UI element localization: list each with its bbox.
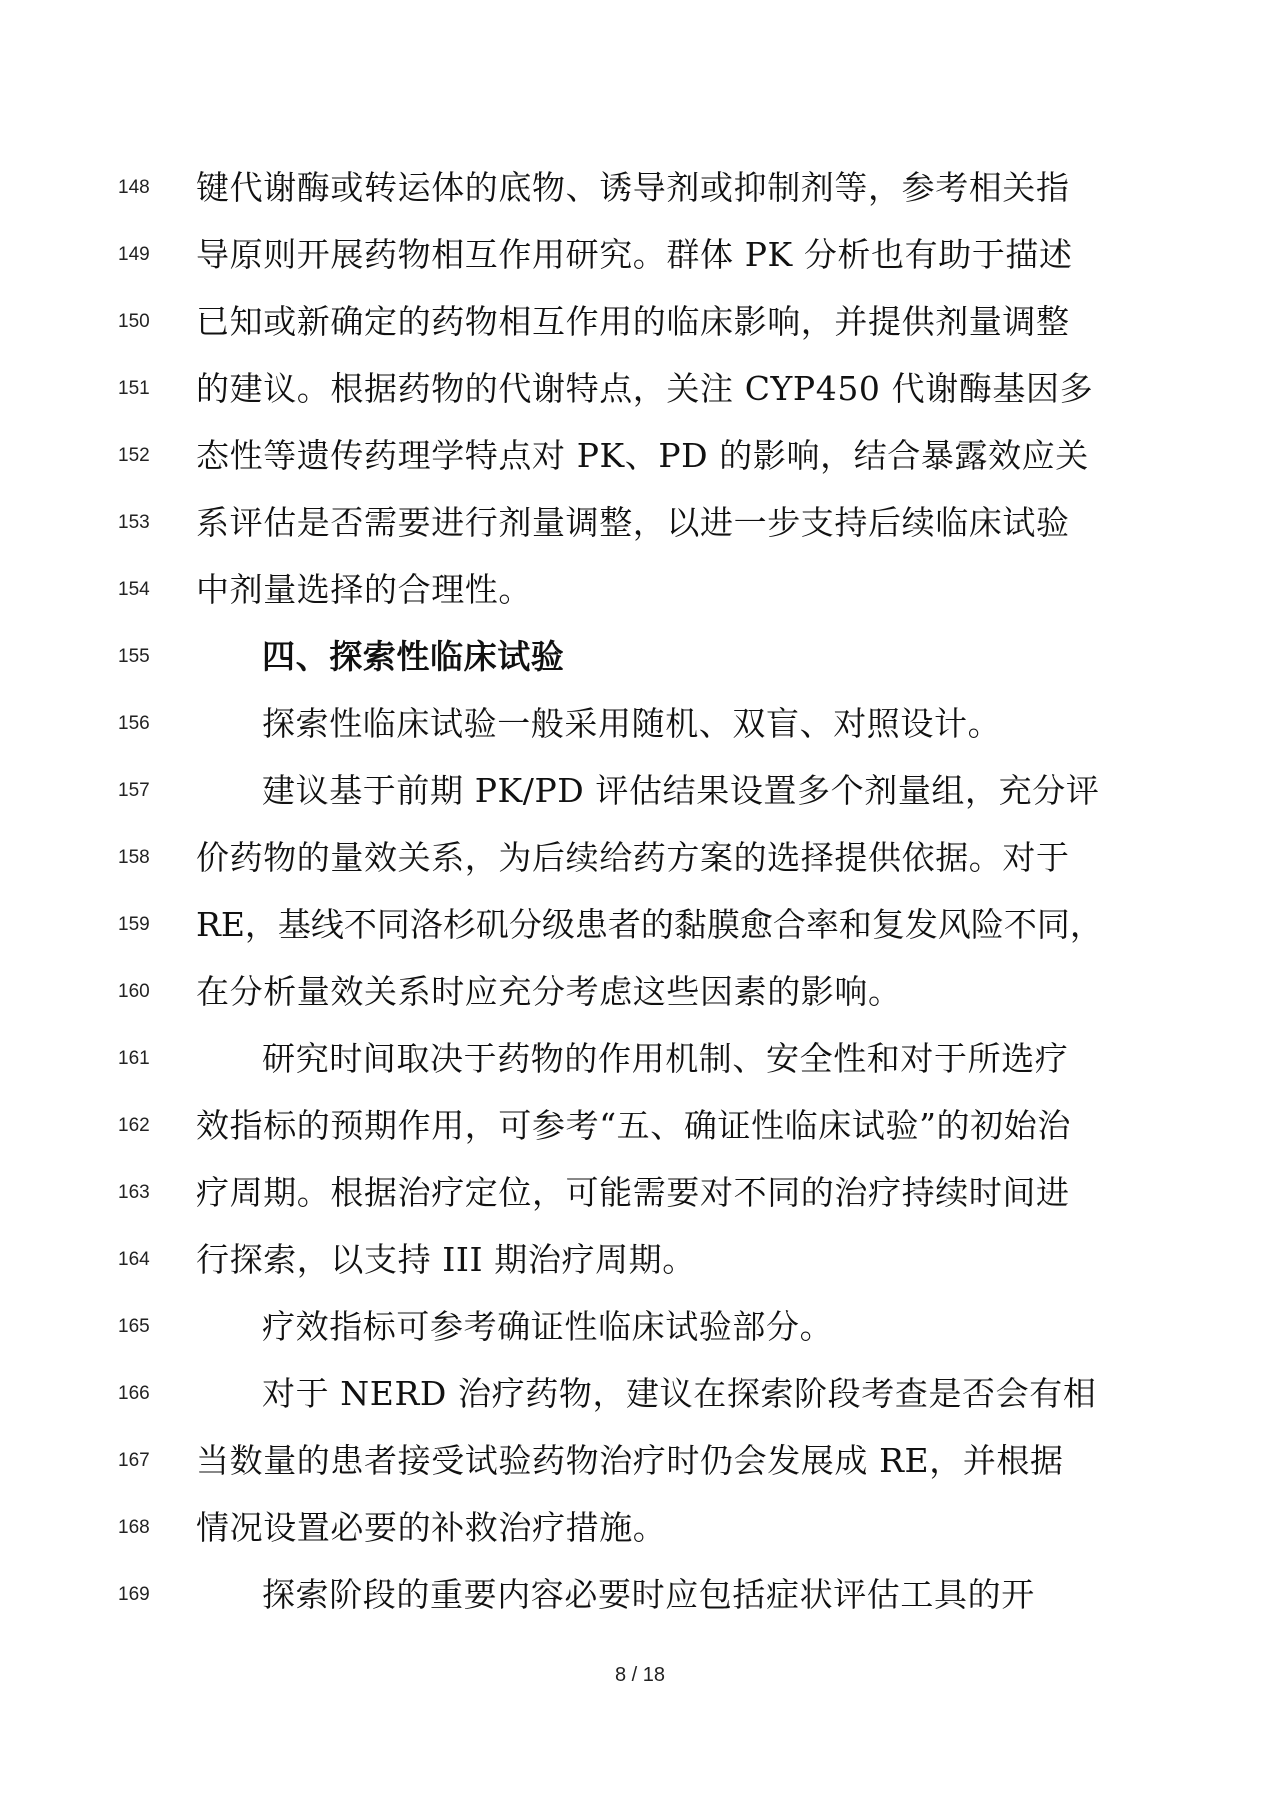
- text-line: [0, 501, 1280, 551]
- line-number: 155: [118, 646, 150, 667]
- text-line: [0, 1037, 1280, 1087]
- line-text: 建议基于前期 PK/PD 评估结果设置多个剂量组，充分评: [262, 771, 1100, 810]
- page-number: 8 / 18: [614, 1664, 666, 1686]
- line-text: 在分析量效关系时应充分考虑这些因素的影响。: [196, 972, 902, 1011]
- line-number: 151: [118, 378, 150, 399]
- text-line: [0, 434, 1280, 484]
- line-number: 154: [118, 579, 150, 600]
- line-text: RE，基线不同洛杉矶分级患者的黏膜愈合率和复发风险不同，: [196, 905, 1103, 944]
- text-line: [0, 300, 1280, 350]
- text-line: [0, 1573, 1280, 1623]
- line-number: 148: [118, 177, 150, 198]
- text-line: [0, 233, 1280, 283]
- text-line: [0, 635, 1280, 685]
- text-line: [0, 836, 1280, 886]
- line-number: 161: [118, 1048, 150, 1069]
- line-number: 159: [118, 914, 150, 935]
- line-number: 164: [118, 1249, 150, 1270]
- line-text: 当数量的患者接受试验药物治疗时仍会发展成 RE，并根据: [196, 1441, 1064, 1480]
- text-line: [0, 1104, 1280, 1154]
- line-number: 160: [118, 981, 150, 1002]
- line-text: 疗效指标可参考确证性临床试验部分。: [262, 1307, 834, 1346]
- line-number: 166: [118, 1383, 150, 1404]
- line-number: 152: [118, 445, 150, 466]
- line-text: 系评估是否需要进行剂量调整，以进一步支持后续临床试验: [196, 503, 1070, 542]
- line-text: 中剂量选择的合理性。: [196, 570, 532, 609]
- text-line: [0, 970, 1280, 1020]
- line-number: 157: [118, 780, 150, 801]
- line-number: 158: [118, 847, 150, 868]
- line-number: 169: [118, 1584, 150, 1605]
- text-line: [0, 1171, 1280, 1221]
- text-line: [0, 1439, 1280, 1489]
- line-number: 163: [118, 1182, 150, 1203]
- text-line: [0, 1506, 1280, 1556]
- line-number: 168: [118, 1517, 150, 1538]
- line-text: 态性等遗传药理学特点对 PK、PD 的影响，结合暴露效应关: [196, 436, 1089, 475]
- line-number: 165: [118, 1316, 150, 1337]
- line-text: 情况设置必要的补救治疗措施。: [196, 1508, 667, 1547]
- line-number: 153: [118, 512, 150, 533]
- line-number: 149: [118, 244, 150, 265]
- line-text: 效指标的预期作用，可参考“五、确证性临床试验”的初始治: [196, 1106, 1071, 1145]
- line-text: 导原则开展药物相互作用研究。群体 PK 分析也有助于描述: [196, 235, 1073, 274]
- line-number: 156: [118, 713, 150, 734]
- line-text: 研究时间取决于药物的作用机制、安全性和对于所选疗: [262, 1039, 1069, 1078]
- line-number: 150: [118, 311, 150, 332]
- line-text: 的建议。根据药物的代谢特点，关注 CYP450 代谢酶基因多: [196, 369, 1094, 408]
- text-line: [0, 568, 1280, 618]
- line-text: 键代谢酶或转运体的底物、诱导剂或抑制剂等，参考相关指: [196, 168, 1070, 207]
- text-line: [0, 166, 1280, 216]
- text-line: [0, 702, 1280, 752]
- text-line: [0, 903, 1280, 953]
- text-line: [0, 769, 1280, 819]
- line-text: 疗周期。根据治疗定位，可能需要对不同的治疗持续时间进: [196, 1173, 1070, 1212]
- line-text: 探索阶段的重要内容必要时应包括症状评估工具的开: [262, 1575, 1035, 1614]
- text-line: [0, 1372, 1280, 1422]
- line-text: 价药物的量效关系，为后续给药方案的选择提供依据。对于: [196, 838, 1070, 877]
- line-text: 行探索，以支持 III 期治疗周期。: [196, 1240, 696, 1279]
- line-text: 对于 NERD 治疗药物，建议在探索阶段考查是否会有相: [262, 1374, 1097, 1413]
- line-number: 162: [118, 1115, 150, 1136]
- line-number: 167: [118, 1450, 150, 1471]
- section-heading: 四、探索性临床试验: [262, 637, 565, 676]
- text-line: [0, 1305, 1280, 1355]
- line-text: 已知或新确定的药物相互作用的临床影响，并提供剂量调整: [196, 302, 1070, 341]
- text-line: [0, 367, 1280, 417]
- line-text: 探索性临床试验一般采用随机、双盲、对照设计。: [262, 704, 1002, 743]
- text-line: [0, 1238, 1280, 1288]
